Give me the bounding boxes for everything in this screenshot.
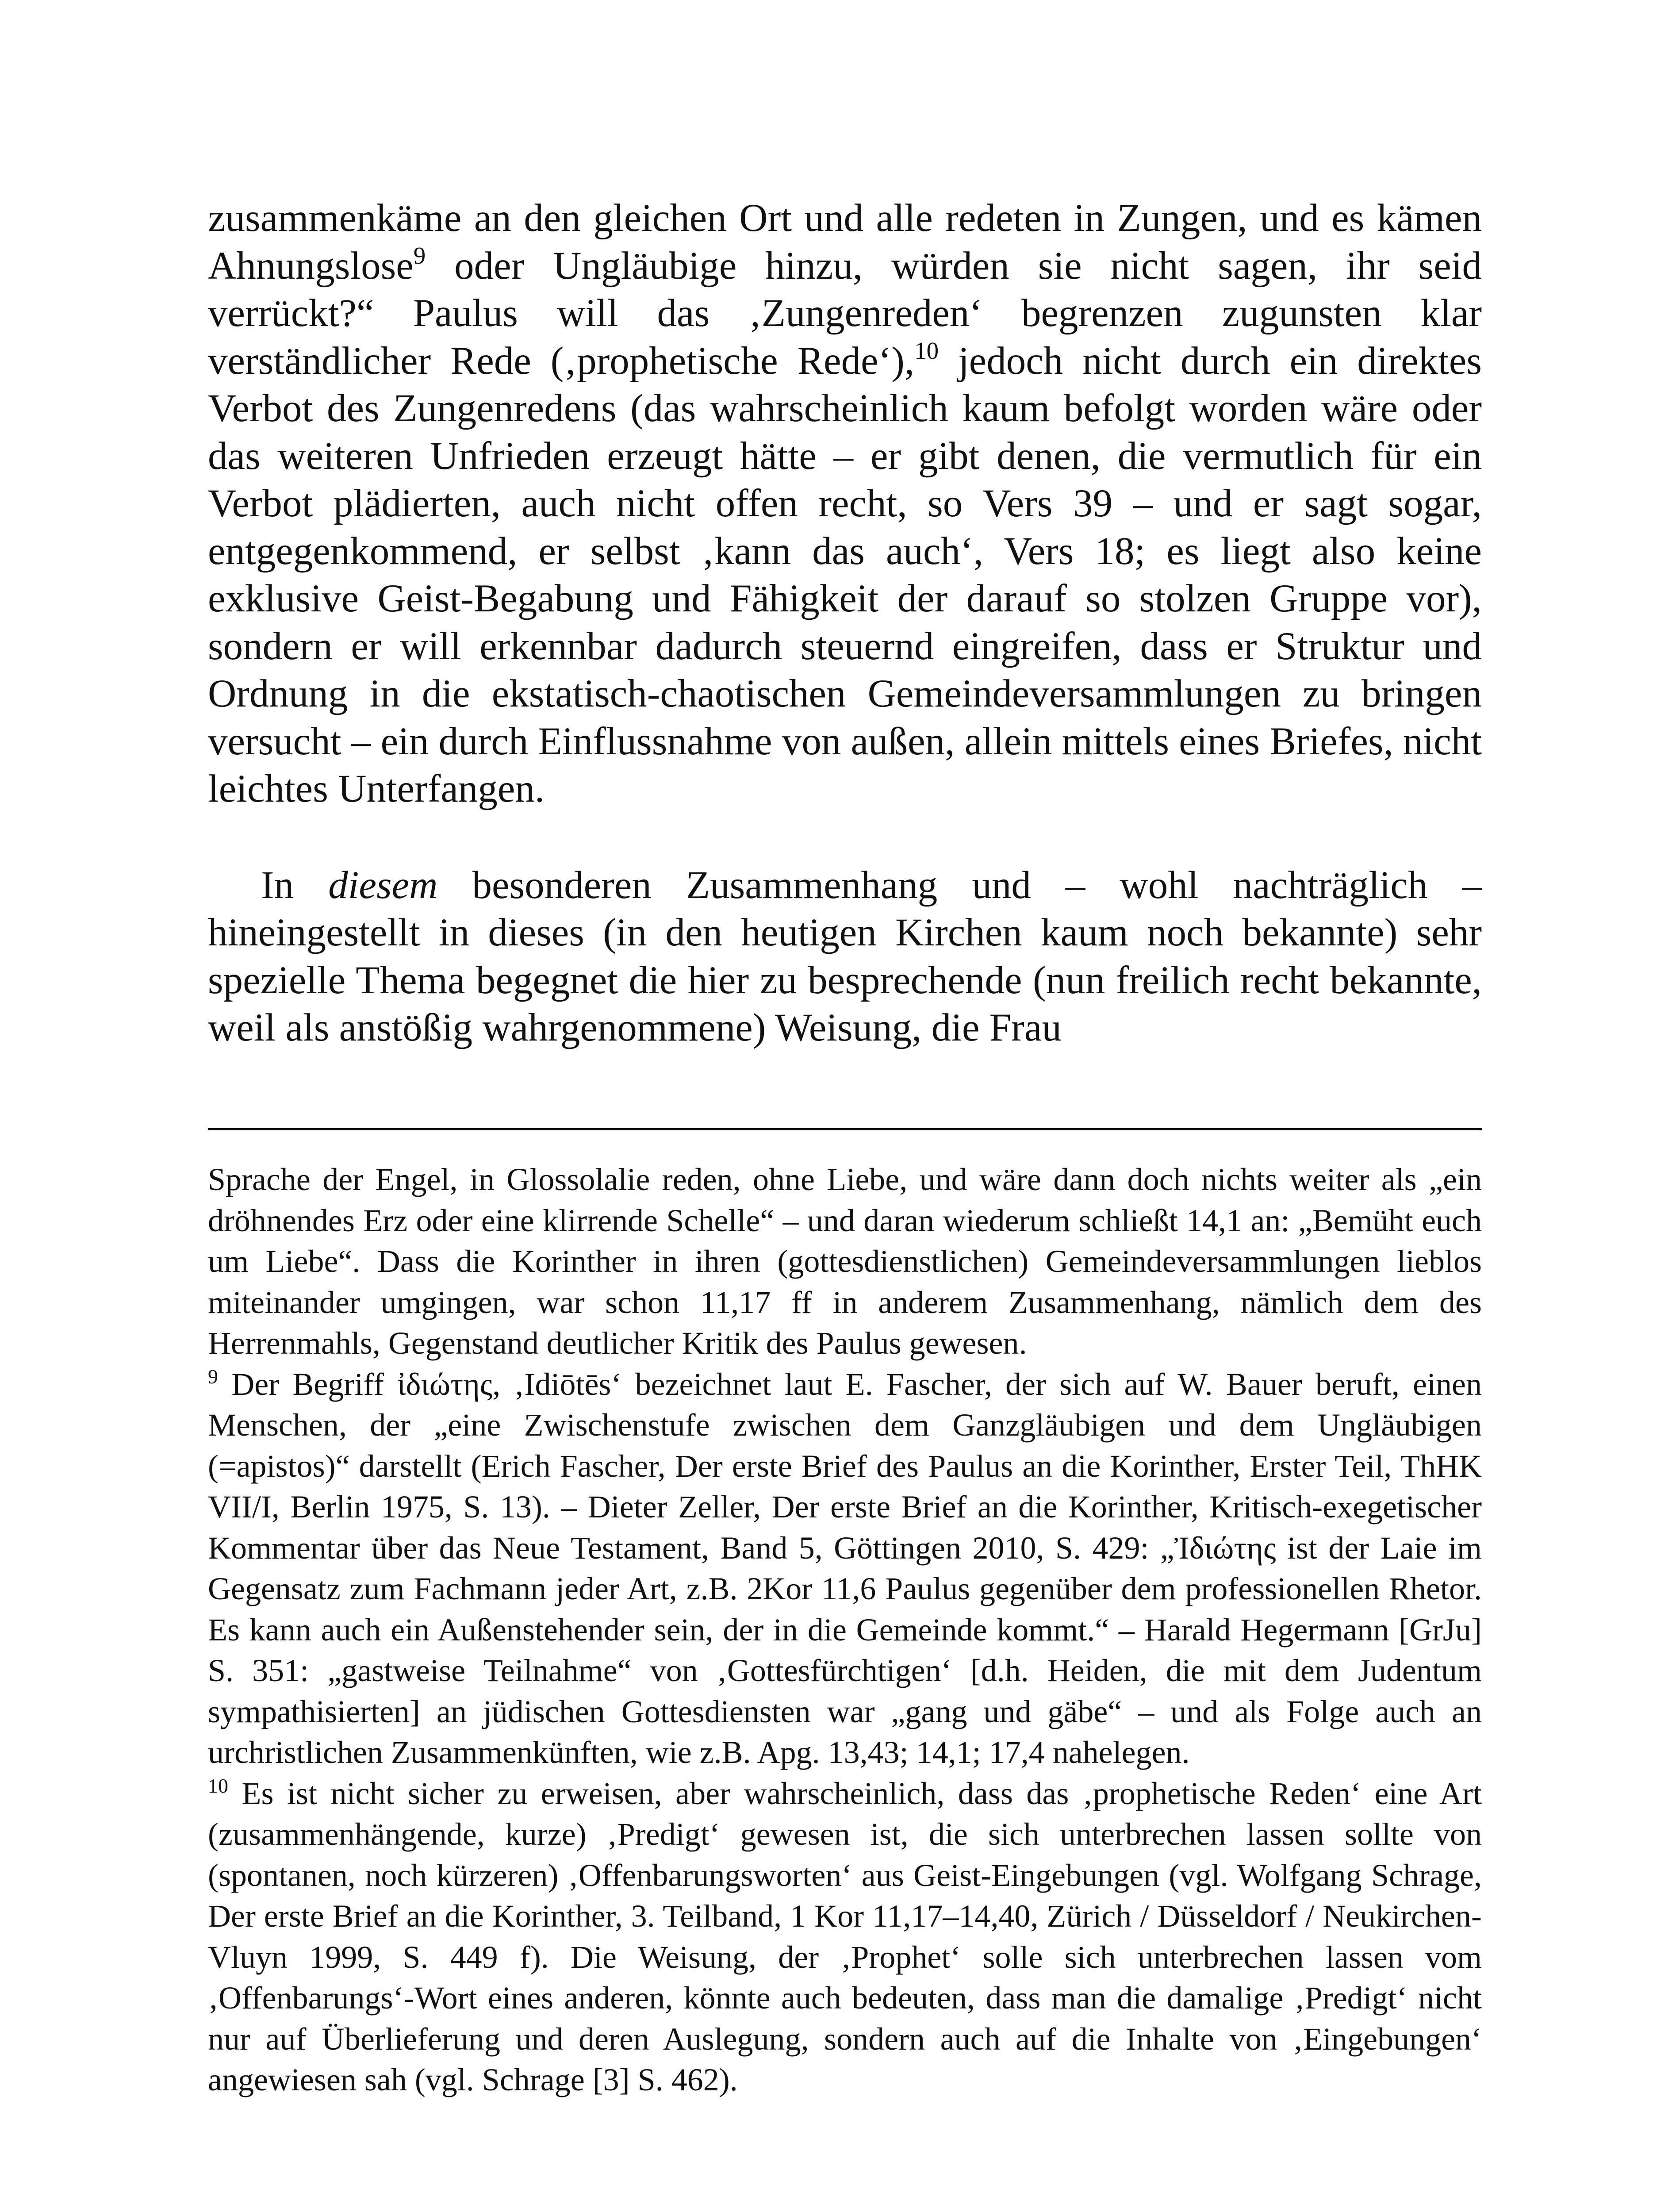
footnote-9 (208, 1364, 1482, 1773)
paragraph-1-text-c: jedoch nicht durch ein direktes Verbot des Zungenredens (das wahrscheinlich kaum befolgt worden wäre oder das weiteren Unfrieden erzeugt hätte – er gibt denen, die vermutlich für ein Verbot plädierten, auch nicht offen recht, so Vers 39 – und er sagt sogar, entgegenkommend, er selbst ‚kann das auch‘, Vers 18; es liegt also keine exklusive Geist-Begabung und Fähigkeit der darauf so stolzen Gruppe vor), sondern er will erkennbar dadurch steuernd eingreifen, dass er Struktur und Ordnung in die ekstatisch-chaotischen Gemeindeversammlungen zu bringen versucht – ein durch Einflussnahme von außen, allein mittels eines Briefes, nicht leichtes Unterfangen. (208, 339, 1482, 810)
footnote-ref-10: 10 (914, 337, 939, 364)
paragraph-2-text-a: In (261, 863, 329, 907)
footnote-divider (208, 1128, 1482, 1130)
footnote-10-number: 10 (208, 1774, 228, 1797)
paragraph-2-emphasis: diesem (328, 863, 438, 907)
footnote-9-text: Der Begriff ἰδιώτης, ‚Idiōtēs‘ bezeichnet laut E. Fascher, der sich auf W. Bauer beruft, einen Menschen, der „eine Zwischenstufe zwischen dem Ganzgläubigen und dem Ungläubigen (=apistos)“ darstellt (Erich Fascher, Der erste Brief des Paulus an die Korinther, Erster Teil, ThHK VII/I, Berlin 1975, S. 13). – Dieter Zeller, Der erste Brief an die Korinther, Kritisch-exegetischer Kommentar über das Neue Testament, Band 5, Göttingen 2010, S. 429: „Ἰδιώτης ist der Laie im Gegensatz zum Fachmann jeder Art, z.B. 2Kor 11,6 Paulus gegenüber dem professionellen Rhetor. Es kann auch ein Außenstehender sein, der in die Gemeinde kommt.“ – Harald Hegermann [GrJu] S. 351: „gastweise Teilnahme“ von ‚Gottesfürchtigen‘ [d.h. Heiden, die mit dem Judentum sympathisierten] an jüdischen Gottesdiensten war „gang und gäbe“ – und als Folge auch an urchristlichen Zusammenkünften, wie z.B. Apg. 13,43; 14,1; 17,4 nahelegen. (208, 1366, 1482, 1770)
paragraph-1-text-b: oder Ungläubige hinzu, würden sie nicht sagen, ihr seid verrückt?“ Paulus will das ‚Zungenreden‘ begrenzen zugunsten klar verständlicher Rede (‚prophetische Rede‘), (208, 244, 1482, 383)
body-paragraph-1 (208, 195, 1482, 813)
footnote-10 (208, 1773, 1482, 2101)
book-page (208, 195, 1482, 2097)
footnote-ref-9: 9 (413, 242, 426, 269)
footnote-9-number: 9 (208, 1365, 218, 1388)
footnote-continuation: Sprache der Engel, in Glossolalie reden, ohne Liebe, und wäre dann doch nichts weiter als „ein dröhnendes Erz oder eine klirrende Schelle“ – und daran wiederum schließt 14,1 an: „Bemüht euch um Liebe“. Dass die Korinther in ihren (gottesdienstlichen) Gemeindeversammlungen lieblos miteinander umgingen, war schon 11,17 ff in anderem Zusammenhang, nämlich dem des Herrenmahls, Gegenstand deutlicher Kritik des Paulus gewesen. (208, 1162, 1482, 1361)
footnotes-section (208, 1159, 1482, 2101)
footnote-10-text: Es ist nicht sicher zu erweisen, aber wahrscheinlich, dass das ‚prophetische Reden‘ eine Art (zusammenhängende, kurze) ‚Predigt‘ gewesen ist, die sich unterbrechen lassen sollte von (spontanen, noch kürzeren) ‚Offenbarungsworten‘ aus Geist-Eingebungen (vgl. Wolfgang Schrage, Der erste Brief an die Korinther, 3. Teilband, 1 Kor 11,17–14,40, Zürich / Düsseldorf / Neukirchen-Vluyn 1999, S. 449 f). Die Weisung, der ‚Prophet‘ solle sich unterbrechen lassen vom ‚Offenbarungs‘-Wort eines anderen, könnte auch bedeuten, dass man die damalige ‚Predigt‘ nicht nur auf Überlieferung und deren Auslegung, sondern auch auf die Inhalte von ‚Eingebungen‘ angewiesen sah (vgl. Schrage [3] S. 462). (208, 1775, 1482, 2097)
body-paragraph-2 (208, 862, 1482, 1052)
paragraph-2-text-b: besonderen Zusammenhang und – wohl nachträglich – hineingestellt in dieses (in den heutigen Kirchen kaum noch bekannte) sehr spezielle Thema begegnet die hier zu besprechende (nun freilich recht bekannte, weil als anstößig wahrgenommene) Weisung, die Frau (208, 863, 1482, 1049)
paragraph-1-text-a: zusammenkäme an den gleichen Ort und alle redeten in Zungen, und es kämen Ahnungslose (208, 196, 1482, 288)
